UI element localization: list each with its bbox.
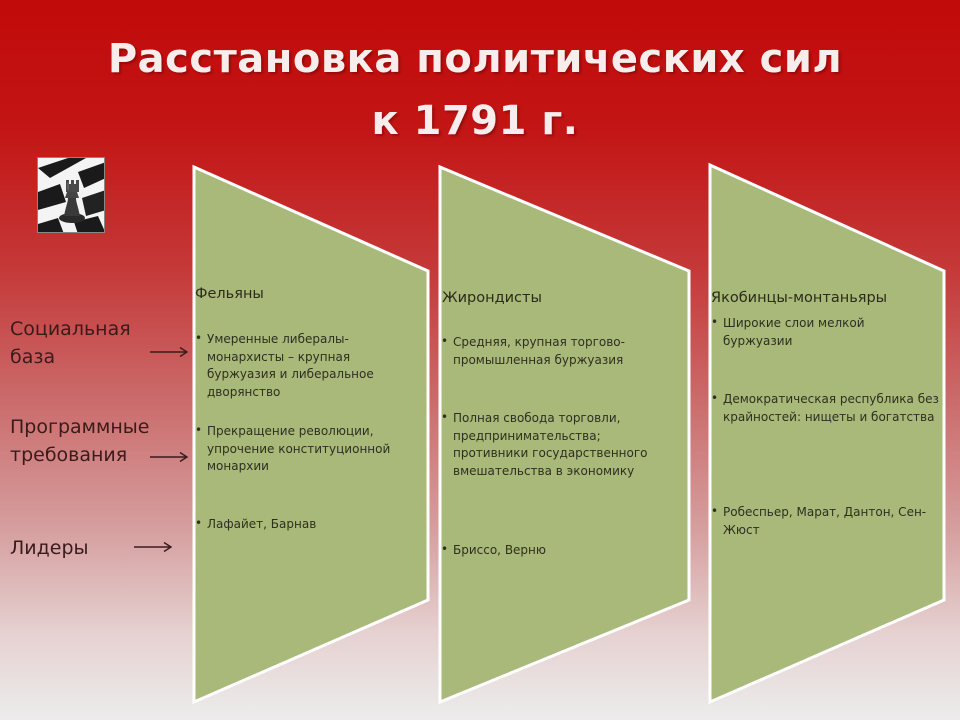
row-label-leaders: Лидеры — [10, 537, 89, 559]
jacobins-program: • Демократическая республика без крайностей: нищеты и богатства — [711, 391, 939, 424]
jacobins-shape — [710, 165, 944, 702]
row-label-program: Программные требования — [10, 416, 150, 466]
jacobins-social-base: • Широкие слои мелкой буржуазии — [711, 315, 865, 348]
girondins-program: • Полная свобода торговли, предпринимательства; противники государственного вмешательства в экономику — [441, 410, 648, 478]
bullet-icon: • — [441, 410, 449, 424]
bullet-icon: • — [711, 391, 719, 405]
feuillants-leaders: • Лафайет, Барнав — [195, 516, 317, 531]
bullet-icon: • — [195, 331, 203, 345]
jacobins-leaders: • Робеспьер, Марат, Дантон, Сен-Жюст — [711, 504, 927, 537]
bullet-icon: • — [441, 334, 449, 348]
bullet-icon: • — [195, 423, 203, 437]
slide-title-line-1: Расстановка политических сил — [107, 36, 843, 82]
column-heading-jacobins: Якобинцы-монтаньяры — [711, 290, 888, 306]
row-label-social-base: Социальная база — [10, 318, 131, 368]
bullet-icon: • — [711, 315, 719, 329]
column-heading-feuillants: Фельяны — [195, 286, 264, 302]
feuillants-social-base: • Умеренные либералы-монархисты – крупная буржуазия и либеральное дворянство — [195, 331, 374, 399]
girondins-leaders: • Бриссо, Верню — [441, 542, 546, 557]
bullet-icon: • — [195, 516, 203, 530]
bullet-icon: • — [711, 504, 719, 518]
feuillants-program: • Прекращение революции, упрочение конституционной монархии — [195, 423, 391, 473]
girondins-social-base: • Средняя, крупная торгово-промышленная буржуазия — [441, 334, 625, 367]
bullet-icon: • — [441, 542, 449, 556]
right-arrow-icon — [134, 541, 174, 553]
right-arrow-icon — [150, 346, 190, 358]
slide-title-line-2: к 1791 г. — [371, 98, 579, 144]
column-heading-girondins: Жирондисты — [442, 290, 542, 306]
right-arrow-icon — [150, 451, 190, 463]
